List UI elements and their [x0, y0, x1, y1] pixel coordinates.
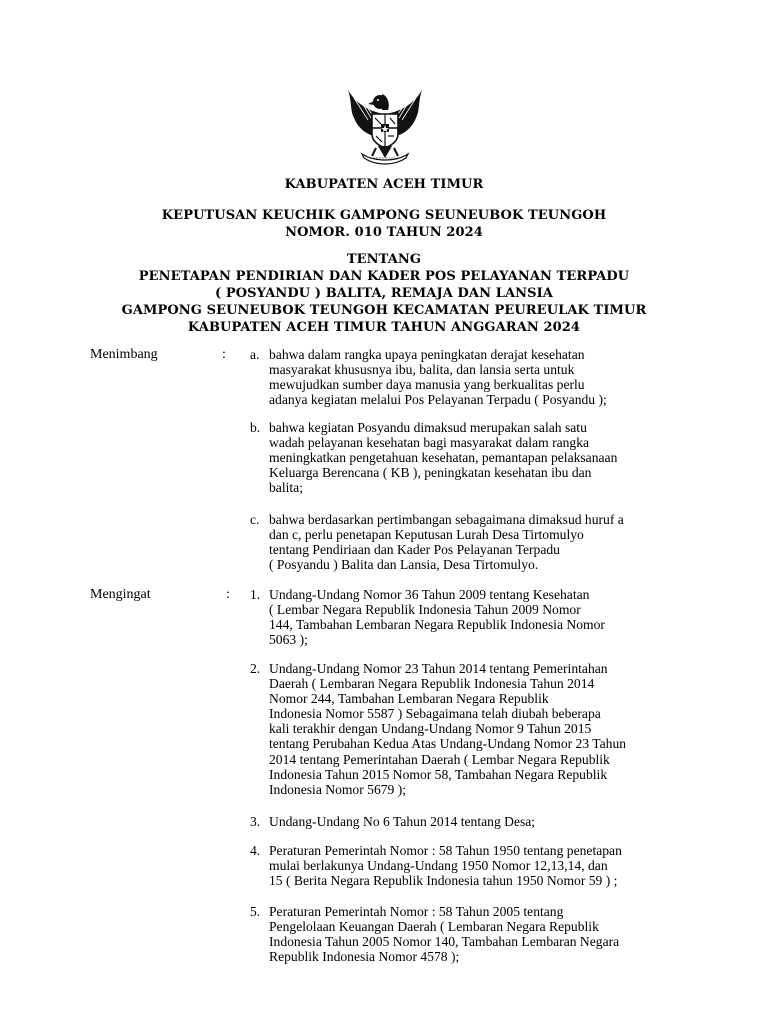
text-line: bahwa dalam rangka upaya peningkatan derajat kesehatan [269, 347, 585, 362]
mengingat-label: Mengingat [90, 587, 151, 602]
text-line: Peraturan Pemerintah Nomor : 58 Tahun 2005 tentang [269, 904, 564, 919]
text-line: 5063 ); [269, 632, 308, 648]
text-line: Indonesia Nomor 5587 ) Sebagaimana telah diubah beberapa [269, 706, 601, 722]
subject-line: PENETAPAN PENDIRIAN DAN KADER POS PELAYANAN TERPADU [138, 269, 630, 284]
subject-heading [0, 251, 768, 336]
list-marker: c. [250, 512, 260, 527]
text-line: Keluarga Berencana ( KB ), peningkatan kesehatan ibu dan [269, 465, 592, 481]
decree-heading [0, 207, 768, 241]
regency-name: KABUPATEN ACEH TIMUR [284, 177, 484, 192]
regency-heading [0, 176, 768, 193]
text-line: Republik Indonesia Nomor 4578 ); [269, 949, 460, 965]
list-marker: 1. [250, 587, 261, 602]
tentang-label: TENTANG [346, 252, 422, 267]
list-marker: b. [250, 420, 261, 435]
text-line: Indonesia Tahun 2005 Nomor 140, Tambahan Lembaran Negara [269, 934, 620, 950]
mengingat-colon: : [226, 587, 230, 602]
subject-line: ( POSYANDU ) BALITA, REMAJA DAN LANSIA [215, 286, 553, 301]
text-line: Indonesia Tahun 2015 Nomor 58, Tambahan Negara Republik [269, 766, 608, 782]
text-line: meningkatkan pengetahuan kesehatan, pemantapan pelaksanaan [269, 450, 618, 466]
text-line: bahwa kegiatan Posyandu dimaksud merupakan salah satu [269, 420, 587, 435]
list-marker: 2. [250, 661, 261, 676]
text-line: Indonesia Nomor 5679 ); [269, 781, 407, 797]
text-line: ( Lembar Negara Republik Indonesia Tahun 2009 Nomor [269, 602, 581, 618]
list-marker: 5. [250, 904, 261, 919]
subject-line: GAMPONG SEUNEUBOK TEUNGOH KECAMATAN PEUREULAK TIMUR [121, 303, 647, 318]
text-line: Daerah ( Lembaran Negara Republik Indonesia Tahun 2014 [269, 676, 595, 692]
text-line: balita; [269, 480, 303, 496]
text-line: Undang-Undang No 6 Tahun 2014 tentang Desa; [269, 814, 536, 829]
menimbang-colon: : [222, 347, 226, 362]
text-line: mewujudkan sumber daya manusia yang berkualitas perlu [269, 377, 585, 393]
decree-number: NOMOR. 010 TAHUN 2024 [285, 225, 483, 240]
text-line: dan c, perlu penetapan Keputusan Lurah Desa Tirtomulyo [269, 527, 584, 543]
decree-title: KEPUTUSAN KEUCHIK GAMPONG SEUNEUBOK TEUNGOH [161, 208, 607, 223]
menimbang-label: Menimbang [90, 347, 158, 362]
text-line: tentang Perubahan Kedua Atas Undang-Undang Nomor 23 Tahun [269, 736, 627, 752]
text-line: adanya kegiatan melalui Pos Pelayanan Terpadu ( Posyandu ); [269, 392, 607, 408]
subject-line: KABUPATEN ACEH TIMUR TAHUN ANGGARAN 2024 [187, 320, 581, 335]
list-marker: 3. [250, 814, 261, 829]
text-line: ( Posyandu ) Balita dan Lansia, Desa Tirtomulyo. [269, 557, 539, 573]
text-line: kali terakhir dengan Undang-Undang Nomor 9 Tahun 2015 [269, 721, 592, 737]
text-line: Peraturan Pemerintah Nomor : 58 Tahun 1950 tentang penetapan [269, 843, 622, 858]
list-marker: a. [250, 347, 260, 362]
text-line: wadah pelayanan kesehatan bagi masyarakat dalam rangka [269, 435, 590, 451]
text-line: tentang Pendiriaan dan Kader Pos Pelayanan Terpadu [269, 542, 560, 558]
text-line: 15 ( Berita Negara Republik Indonesia tahun 1950 Nomor 59 ) ; [269, 873, 618, 889]
text-line: Nomor 244, Tambahan Lembaran Negara Republik [269, 691, 549, 707]
text-line: masyarakat khususnya ibu, balita, dan lansia serta untuk [269, 362, 575, 378]
text-line: mulai berlakunya Undang-Undang 1950 Nomor 12,13,14, dan [269, 858, 608, 874]
text-line: Undang-Undang Nomor 36 Tahun 2009 tentang Kesehatan [269, 587, 590, 602]
text-line: 2014 tentang Pemerintahan Daerah ( Lembar Negara Republik [269, 751, 610, 767]
text-line: 144, Tambahan Lembaran Negara Republik Indonesia Nomor [269, 617, 605, 633]
text-line: Pengelolaan Keuangan Daerah ( Lembaran Negara Republik [269, 919, 599, 935]
text-line: bahwa berdasarkan pertimbangan sebagaimana dimaksud huruf a [269, 512, 624, 527]
text-line: Undang-Undang Nomor 23 Tahun 2014 tentang Pemerintahan [269, 661, 608, 676]
garuda-emblem-icon [340, 84, 430, 168]
list-marker: 4. [250, 843, 261, 858]
